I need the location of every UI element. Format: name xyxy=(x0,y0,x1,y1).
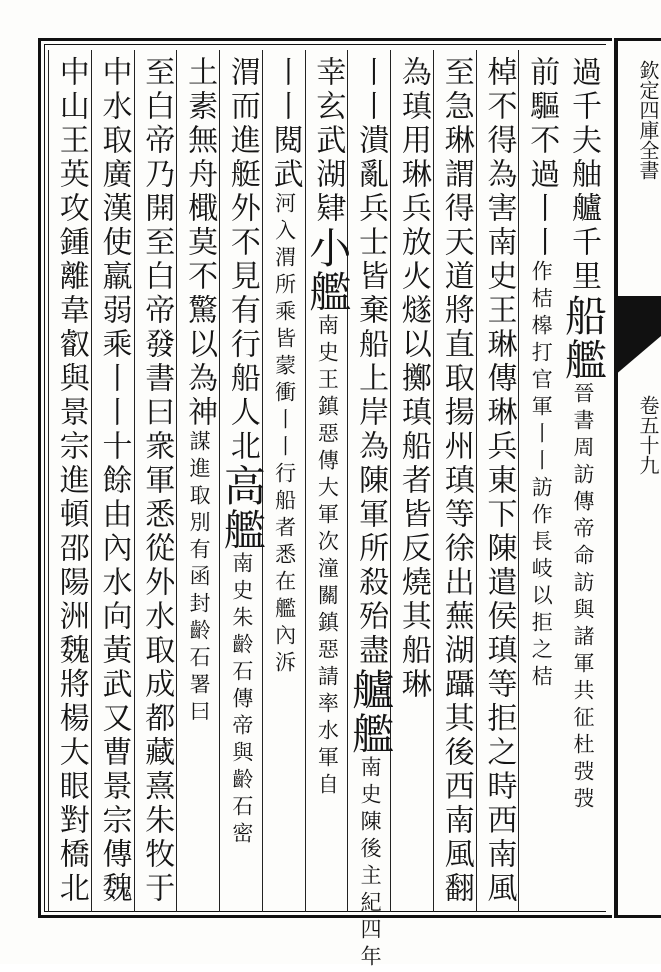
text-column xyxy=(134,50,178,912)
body-text: 幸玄武湖肄 xyxy=(310,56,346,226)
annotation-text: 河入渭所乘皆蒙衝丨丨行船者悉在艦內泝 xyxy=(272,192,297,678)
banxin-title: 欽定四庫全書 xyxy=(636,60,660,180)
text-column xyxy=(558,50,608,912)
column-text xyxy=(519,56,562,692)
text-column xyxy=(303,50,353,912)
entry-heading: 高艦 xyxy=(217,464,267,552)
body-text: 中水取廣漢使羸弱乘丨丨十餘由內水向黃武又曹景宗傳魏 xyxy=(96,56,132,906)
body-text: 丨丨潰亂兵士皆棄船上岸為陳軍所殺殆盡 xyxy=(353,56,389,668)
column-text xyxy=(434,56,477,906)
text-column xyxy=(48,50,92,912)
body-text: 前驅不過 xyxy=(524,56,560,192)
text-column xyxy=(433,50,477,912)
body-text: 土素無舟檝莫不驚以為神 xyxy=(182,56,218,430)
text-column xyxy=(476,50,520,912)
column-text xyxy=(346,56,396,972)
text-columns xyxy=(48,50,608,972)
banxin-volume: 卷五十九 xyxy=(636,395,660,475)
body-text: 為瑱用琳兵放火燧以擲瑱船者皆反燒其船琳 xyxy=(395,56,431,702)
column-text xyxy=(177,56,220,727)
body-text: 至急琳謂得天道將直取揚州瑱等徐出蕪湖躡其後西南風翻 xyxy=(438,56,474,906)
annotation-text: 南史王鎮惡傳大軍次潼關鎮惡請率水軍自 xyxy=(315,314,340,800)
text-column xyxy=(176,50,220,912)
column-text xyxy=(135,56,178,906)
text-column xyxy=(91,50,135,912)
text-column xyxy=(262,50,306,912)
annotation-text: 作桔槔打官軍丨丨訪作長岐以拒之桔 xyxy=(529,260,554,692)
text-column xyxy=(518,50,562,912)
body-text: 中山王英攻鍾離韋叡與景宗進頓邵陽洲魏將楊大眼對橋北 xyxy=(53,56,89,906)
column-text xyxy=(303,56,353,800)
body-text: 丨丨閱武 xyxy=(267,56,303,192)
annotation-text: 南史朱齡石傳帝與齡石密 xyxy=(229,552,254,849)
fishtail-mark-icon xyxy=(614,296,661,376)
column-text xyxy=(391,56,434,702)
column-text xyxy=(49,56,92,906)
body-text: 渭而進艇外不見有行船人北 xyxy=(224,56,260,464)
entry-heading: 小艦 xyxy=(303,226,353,314)
column-text xyxy=(217,56,267,849)
body-text: 丨丨 xyxy=(524,192,560,260)
body-text: 棹不得為害南史王琳傳琳兵東下陳遣侯瑱等拒之時西南風 xyxy=(481,56,517,906)
column-text xyxy=(92,56,135,906)
body-text: 至白帝乃開至白帝發書曰衆軍悉從外水取成都藏熹朱牧于 xyxy=(139,56,175,906)
annotation-text: 南史陳後 xyxy=(358,756,383,864)
annotation-text: 晉書周訪傳帝命訪與諸軍共征杜弢弢 xyxy=(570,382,595,814)
column-text xyxy=(263,56,306,678)
text-column xyxy=(346,50,396,972)
entry-heading: 艫艦 xyxy=(346,668,396,756)
text-column xyxy=(217,50,267,912)
text-column xyxy=(390,50,434,912)
entry-heading: 船艦 xyxy=(558,294,608,382)
column-text xyxy=(558,56,608,814)
annotation-text: 謀進取別有函封齡石署曰 xyxy=(187,430,212,727)
body-text: 過千夫舳艫千里 xyxy=(565,56,601,294)
column-text xyxy=(477,56,520,906)
annotation-text: 主紀四年 xyxy=(358,864,383,972)
